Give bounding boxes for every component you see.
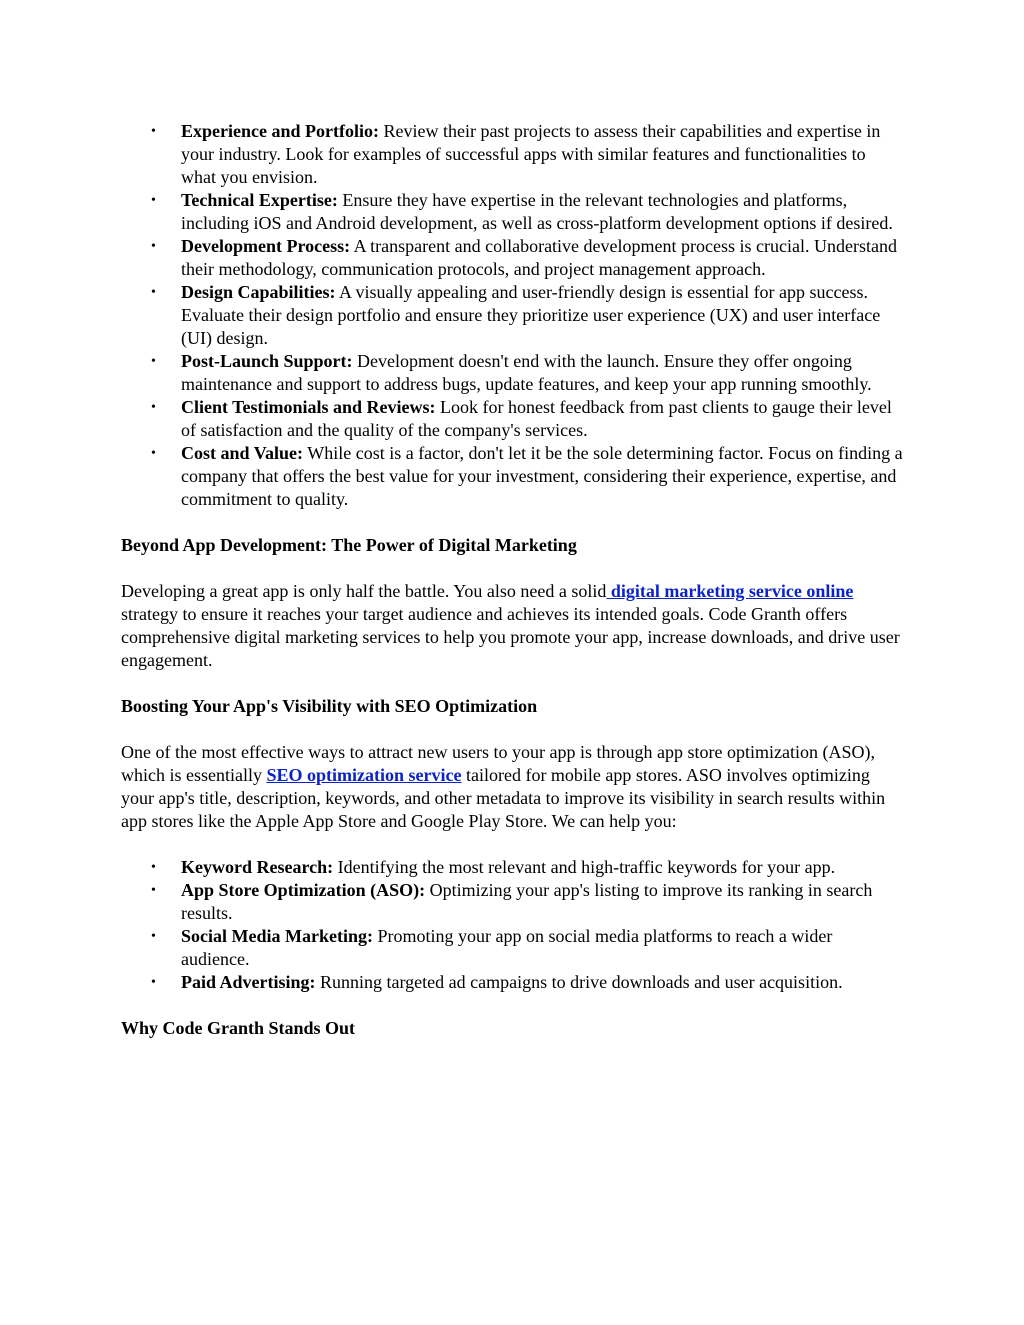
list-item <box>121 120 905 189</box>
bullet-icon: • <box>151 975 156 990</box>
list-item-text: Development doesn't end with the launch. Ensure they offer ongoing maintenance and support to address bugs, update features, and keep your app running smoothly. <box>181 351 872 394</box>
spacer <box>121 833 905 856</box>
list-item-text: Review their past projects to assess their capabilities and expertise in your industry. Look for examples of successful apps with similar features and functionalities to what you envision. <box>181 121 881 187</box>
paragraph-text: One of the most effective ways to attract new users to your app is through app store optimization (ASO), which is essentially <box>121 742 875 785</box>
list-item-text: Identifying the most relevant and high-traffic keywords for your app. <box>333 857 836 877</box>
list-item <box>121 235 905 281</box>
list-item-term: Cost and Value: <box>181 443 304 463</box>
document-page <box>121 120 905 1040</box>
spacer <box>121 994 905 1017</box>
paragraph-text: tailored for mobile app stores. ASO involves optimizing your app's title, description, keywords, and other metadata to improve its visibility in search results within app stores like the Apple App Store and Google Play Store. We can help you: <box>121 765 886 831</box>
paragraph-digital-marketing <box>121 580 905 672</box>
list-item <box>121 879 905 925</box>
bullet-icon: • <box>151 446 156 461</box>
list-item-term: Keyword Research: <box>181 857 334 877</box>
list-item-term: Paid Advertising: <box>181 972 316 992</box>
section-heading-digital-marketing: Beyond App Development: The Power of Digital Marketing <box>121 535 577 555</box>
section-heading-seo: Boosting Your App's Visibility with SEO Optimization <box>121 696 538 716</box>
list-item <box>121 350 905 396</box>
list-item <box>121 925 905 971</box>
list-item-term: Development Process: <box>181 236 351 256</box>
list-item-term: Design Capabilities: <box>181 282 336 302</box>
list-item-text: Promoting your app on social media platforms to reach a wider audience. <box>181 926 833 969</box>
list-item-text: Ensure they have expertise in the relevant technologies and platforms, including iOS and Android development, as well as cross-platform development options if desired. <box>181 190 893 233</box>
bullet-icon: • <box>151 400 156 415</box>
list-item-term: Experience and Portfolio: <box>181 121 379 141</box>
list-item-text: A visually appealing and user-friendly design is essential for app success. Evaluate their design portfolio and ensure they prioritize user experience (UX) and user interface (UI) design. <box>181 282 881 348</box>
seo-optimization-service-link[interactable]: SEO optimization service <box>266 765 462 785</box>
spacer <box>121 511 905 534</box>
list-item <box>121 396 905 442</box>
spacer <box>121 718 905 741</box>
bullet-icon: • <box>151 929 156 944</box>
list-item-term: App Store Optimization (ASO): <box>181 880 426 900</box>
list-item <box>121 442 905 511</box>
spacer <box>121 672 905 695</box>
bullet-icon: • <box>151 285 156 300</box>
list-item-text: Look for honest feedback from past clients to gauge their level of satisfaction and the quality of the company's services. <box>181 397 892 440</box>
aso-services-list <box>121 856 905 994</box>
bullet-icon: • <box>151 883 156 898</box>
list-item <box>121 189 905 235</box>
digital-marketing-service-link[interactable]: digital marketing service online <box>606 581 854 601</box>
list-item-term: Client Testimonials and Reviews: <box>181 397 436 417</box>
list-item <box>121 281 905 350</box>
list-item-text: A transparent and collaborative development process is crucial. Understand their methodology, communication protocols, and project management approach. <box>181 236 897 279</box>
bullet-icon: • <box>151 860 156 875</box>
bullet-icon: • <box>151 124 156 139</box>
paragraph-seo <box>121 741 905 833</box>
list-item-term: Social Media Marketing: <box>181 926 373 946</box>
bullet-icon: • <box>151 354 156 369</box>
company-criteria-list <box>121 120 905 511</box>
bullet-icon: • <box>151 193 156 208</box>
list-item <box>121 856 905 879</box>
spacer <box>121 557 905 580</box>
list-item-text: While cost is a factor, don't let it be the sole determining factor. Focus on finding a company that offers the best value for your investment, considering their experience, expertise, and commitment to quality. <box>181 443 903 509</box>
section-heading-why-code-granth: Why Code Granth Stands Out <box>121 1018 356 1038</box>
list-item-term: Post-Launch Support: <box>181 351 353 371</box>
list-item-text: Running targeted ad campaigns to drive downloads and user acquisition. <box>315 972 843 992</box>
paragraph-text: Developing a great app is only half the battle. You also need a solid <box>121 581 607 601</box>
list-item-text: Optimizing your app's listing to improve its ranking in search results. <box>181 880 873 923</box>
paragraph-text: strategy to ensure it reaches your target audience and achieves its intended goals. Code Granth offers comprehensive digital marketing services to help you promote your app, increase downloads, and drive user engagement. <box>121 604 900 670</box>
list-item-term: Technical Expertise: <box>181 190 338 210</box>
list-item <box>121 971 905 994</box>
bullet-icon: • <box>151 239 156 254</box>
